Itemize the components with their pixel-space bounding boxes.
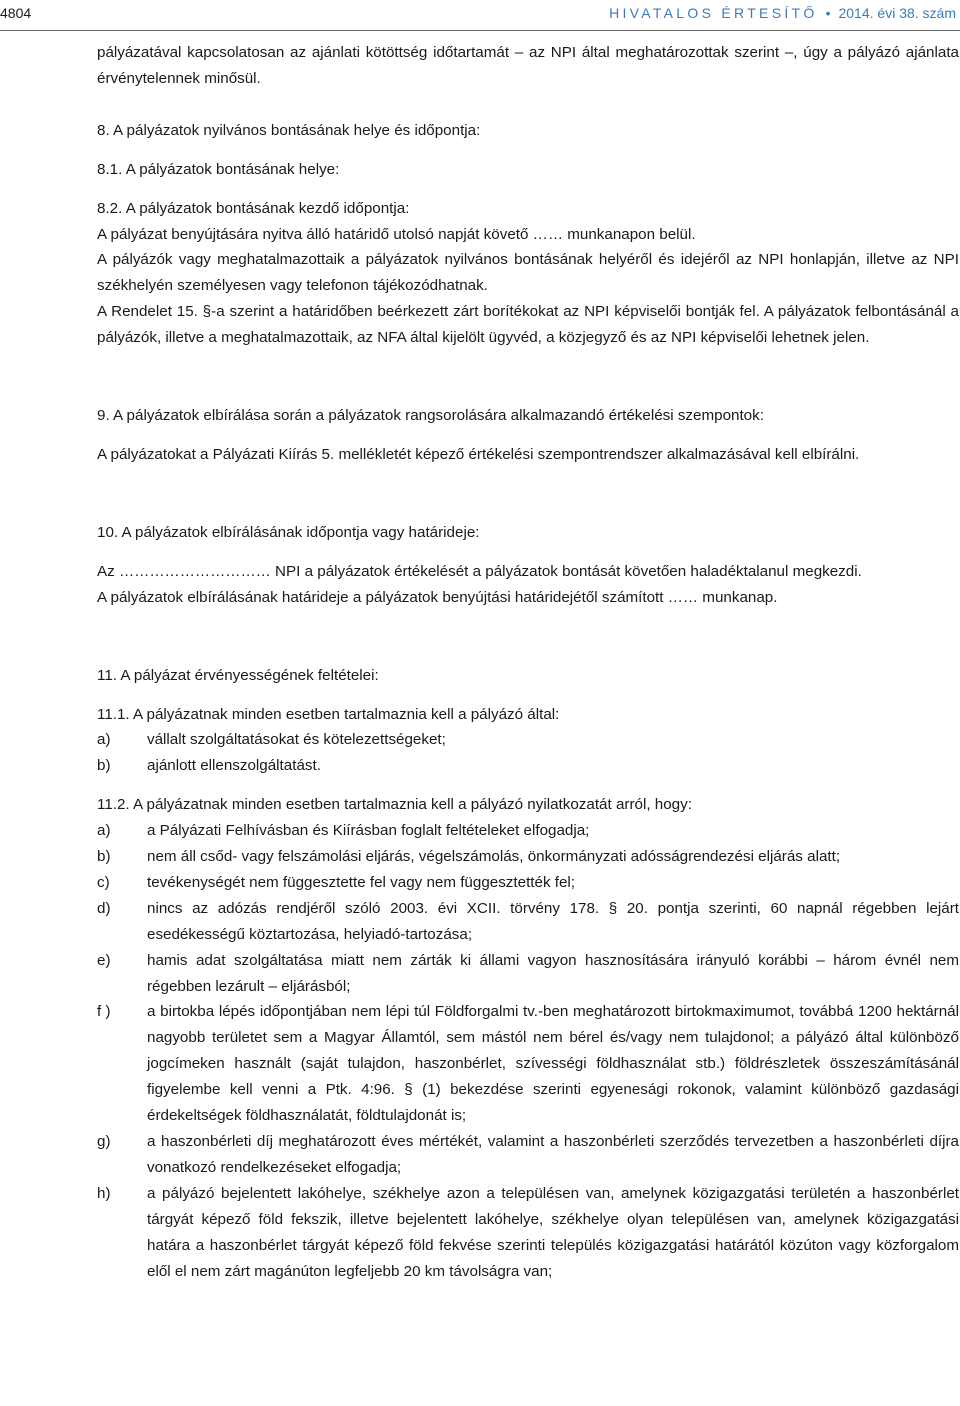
list-item	[97, 948, 959, 1000]
header-bullet: •	[825, 5, 831, 21]
list-item-label: e)	[97, 951, 111, 969]
section-8-1: 8.1. A pályázatok bontásának helye:	[97, 160, 340, 178]
section-8-2-paragraph-3: A Rendelet 15. §-a szerint a határidőben beérkezett zárt borítékokat az NPI képviselői bontják fel. A pályázatok felbontásánál a pályázók, illetve a meghatalmazottaik, az NFA által kijelölt ügyvéd, a közjegyző és az NPI képviselői lehetnek jelen.	[97, 303, 959, 347]
list-item-label: h)	[97, 1184, 111, 1202]
page-number: 4804	[0, 5, 32, 21]
section-9-heading: 9. A pályázatok elbírálása során a pályázatok rangsorolására alkalmazandó értékelési szempontok:	[97, 407, 764, 425]
list-item-text: nem áll csőd- vagy felszámolási eljárás, végelszámolás, önkormányzati adósságrendezési eljárás alatt;	[147, 848, 841, 866]
list-item	[97, 753, 959, 779]
list-item-text: a birtokba lépés időpontjában nem lépi túl Földforgalmi tv.-ben meghatározott birtokmaximumot, továbbá 1200 hektárnál nagyobb területet sem a Magyar Államtól, sem mástól nem bérel és/vagy nem tulajdonol; a pályázó által különböző jogcímeken használt (saját tulajdon, haszonbérlet, szívességi földhasználat stb.) földrészletek összeszámításánál figyelembe kell venni a Ptk. 4:96. § (1) bekezdése szerinti egyenesági rokonok, valamint különböző gazdasági érdekeltségek földhasználatát, földtulajdonát is;	[147, 1003, 959, 1125]
section-11-1-heading: 11.1. A pályázatnak minden esetben tartalmaznia kell a pályázó által:	[97, 705, 560, 723]
issue-info: 2014. évi 38. szám	[838, 5, 956, 21]
document-body	[97, 40, 959, 1284]
list-item	[97, 999, 959, 1129]
list-item-label: a)	[97, 731, 111, 749]
section-8-2-line: A pályázat benyújtására nyitva álló határidő utolsó napját követő …… munkanapon belül.	[97, 225, 696, 243]
list-item	[97, 818, 959, 844]
list-item	[97, 727, 959, 753]
list-item-text: hamis adat szolgáltatása miatt nem zárták ki állami vagyon hasznosítására irányuló korábbi – három évnél nem régebben lezárult – eljárásból;	[147, 951, 959, 995]
list-item-label: a)	[97, 822, 111, 840]
list-item-label: g)	[97, 1133, 111, 1150]
section-11-2-heading: 11.2. A pályázatnak minden esetben tartalmaznia kell a pályázó nyilatkozatát arról, hogy:	[97, 796, 692, 814]
section-8-heading: 8. A pályázatok nyilvános bontásának helye és időpontja:	[97, 121, 481, 139]
intro-paragraph: pályázatával kapcsolatosan az ajánlati kötöttség időtartamát – az NPI által meghatározottak szerint –, úgy a pályázó ajánlata érvénytelennek minősül.	[97, 44, 959, 87]
list-item-label: d)	[97, 899, 111, 917]
list-item-text: a pályázó bejelentett lakóhelye, székhelye azon a településen van, amelynek közigazgatási területén a haszonbérlet tárgyát képező föld fekszik, illetve bejelentett lakóhelye, székhelye olyan településen van, amelynek közigazgatási határa a haszonbérlet tárgyát képező föld fekvése szerinti település közigazgatási határától közúton vagy közforgalom elől el nem zárt magánúton legfeljebb 20 km távolságra van;	[147, 1184, 959, 1280]
list-item-text: tevékenységét nem függesztette fel vagy nem függesztették fel;	[147, 873, 576, 891]
journal-title: HIVATALOS ÉRTESÍTŐ	[609, 5, 818, 21]
list-item-label: f )	[97, 1003, 111, 1021]
journal-header	[609, 5, 956, 21]
list-item-label: b)	[97, 757, 111, 775]
list-item-text: a Pályázati Felhívásban és Kiírásban foglalt feltételeket elfogadja;	[147, 822, 590, 840]
list-item	[97, 870, 959, 896]
list-item-text: ajánlott ellenszolgáltatást.	[147, 757, 321, 775]
list-item-text: nincs az adózás rendjéről szóló 2003. évi XCII. törvény 178. § 20. pontja szerinti, 60 napnál régebben lejárt esedékességű köztartozása, helyiadó-tartozása;	[147, 899, 959, 943]
list-item-label: b)	[97, 848, 111, 866]
section-8-2-paragraph-2: A pályázók vagy meghatalmazottaik a pályázatok nyilvános bontásának helyéről és idejéről az NPI honlapján, illetve az NPI székhelyén személyesen vagy telefonon tájékozódhatnak.	[97, 251, 959, 295]
page-header	[0, 0, 960, 31]
section-11-heading: 11. A pályázat érvényességének feltételei:	[97, 666, 379, 684]
list-item	[97, 896, 959, 948]
list-item-text: a haszonbérleti díj meghatározott éves mértékét, valamint a haszonbérleti szerződés tervezetben a haszonbérleti díjra vonatkozó rendelkezéseket elfogadja;	[147, 1133, 959, 1176]
section-8-2-heading: 8.2. A pályázatok bontásának kezdő időpontja:	[97, 199, 410, 217]
list-item	[97, 1181, 959, 1285]
section-10-heading: 10. A pályázatok elbírálásának időpontja vagy határideje:	[97, 523, 480, 541]
list-item	[97, 844, 959, 870]
list-item	[97, 1129, 959, 1181]
list-item-label: c)	[97, 873, 110, 891]
section-10-line-1: Az ………………………… NPI a pályázatok értékelését a pályázatok bontását követően haladéktalanul megkezdi.	[97, 562, 862, 580]
section-10-line-2: A pályázatok elbírálásának határideje a pályázatok benyújtási határidejétől számított …… munkanap.	[97, 588, 778, 606]
list-item-text: vállalt szolgáltatásokat és kötelezettségeket;	[147, 731, 446, 749]
section-9-text: A pályázatokat a Pályázati Kiírás 5. mellékletét képező értékelési szempontrendszer alkalmazásával kell elbírálni.	[97, 445, 860, 463]
